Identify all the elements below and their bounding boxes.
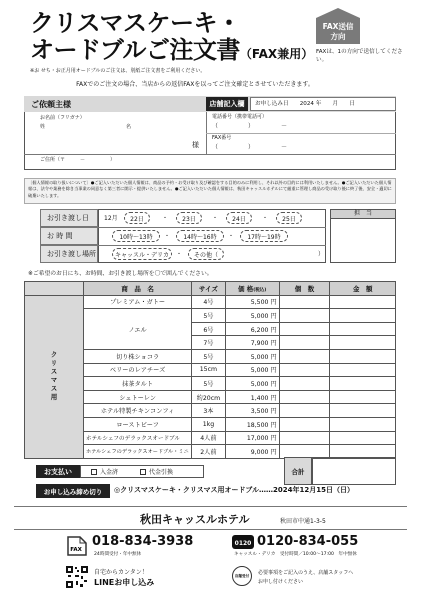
category-cell: クリスマス用 bbox=[25, 295, 84, 458]
store-note-1: 必要事項をご記入のうえ、店舗スタッフへ bbox=[258, 570, 354, 576]
qty-input[interactable] bbox=[279, 404, 330, 418]
product-price: 5,000 円 bbox=[225, 377, 279, 391]
product-price: 6,200 円 bbox=[225, 322, 279, 336]
amount-input[interactable] bbox=[330, 349, 396, 363]
mei-label: 名 bbox=[126, 124, 132, 130]
amount-input[interactable] bbox=[330, 431, 396, 445]
qr-code-icon[interactable] bbox=[66, 566, 88, 588]
tel-input[interactable]: （ ） － bbox=[212, 123, 288, 130]
date-option-25[interactable]: 25日 bbox=[276, 212, 302, 224]
fax-icon bbox=[66, 533, 88, 557]
product-name: 抹茶タルト bbox=[84, 377, 192, 391]
date-sep-1: ・ bbox=[162, 215, 169, 222]
product-size: 1kg bbox=[192, 417, 226, 431]
product-name: 切り株ショコラ bbox=[84, 349, 192, 363]
date-option-23[interactable]: 23日 bbox=[176, 212, 202, 224]
date-sep-2: ・ bbox=[212, 215, 219, 222]
free-dial-icon-text: 0120 bbox=[234, 540, 252, 547]
amount-input[interactable] bbox=[330, 322, 396, 336]
time-option-3[interactable]: 17時〜19時 bbox=[240, 230, 288, 242]
product-price: 5,500 円 bbox=[225, 295, 279, 309]
pickup-hint: ※ご希望のお日にち、お時間、お引き渡し場所を〇で囲んでください。 bbox=[28, 271, 213, 277]
amount-input[interactable] bbox=[330, 417, 396, 431]
tel-fax-divider bbox=[206, 133, 396, 134]
qty-input[interactable] bbox=[279, 390, 330, 404]
hotel-name: 秋田キャッスルホテル bbox=[140, 513, 250, 526]
header-cat-cell bbox=[25, 282, 84, 296]
pickup-divider-2 bbox=[98, 245, 326, 246]
place-other-close: ） bbox=[318, 251, 325, 258]
product-name: ベリーのレアチーズ bbox=[84, 363, 192, 377]
payment-cod-label: 代金引換 bbox=[149, 469, 174, 476]
qty-input[interactable] bbox=[279, 295, 330, 309]
amount-input[interactable] bbox=[330, 390, 396, 404]
table-row bbox=[25, 295, 396, 309]
line-order-link[interactable]: LINEお申し込み bbox=[94, 578, 155, 587]
pickup-month: 12月 bbox=[104, 215, 118, 222]
footer-mid-line bbox=[14, 529, 407, 530]
notice-osechi: ※お せち・お正月用オードブルのご注文は、別紙ご注文書をご利用ください。 bbox=[30, 68, 206, 74]
sei-label: 姓 bbox=[40, 124, 46, 130]
date-option-24[interactable]: 24日 bbox=[226, 212, 252, 224]
total-label: 合計 bbox=[284, 457, 312, 485]
payment-paid-checkbox[interactable] bbox=[91, 469, 97, 475]
product-price: 7,900 円 bbox=[225, 336, 279, 350]
store-use-label: 店舗記入欄 bbox=[206, 97, 248, 111]
fax-note: FAXは、1の方向で送信してください。 bbox=[316, 49, 403, 63]
fax-icon-text: FAX bbox=[70, 547, 82, 553]
qty-input[interactable] bbox=[279, 363, 330, 377]
product-price: 9,000 円 bbox=[225, 445, 279, 459]
qty-input[interactable] bbox=[279, 309, 330, 323]
header-size: サイズ bbox=[192, 282, 226, 296]
amount-input[interactable] bbox=[330, 363, 396, 377]
amount-input[interactable] bbox=[330, 377, 396, 391]
amount-input[interactable] bbox=[330, 404, 396, 418]
page-title-line1: クリスマスケーキ・ bbox=[30, 9, 241, 37]
product-price: 17,000 円 bbox=[225, 431, 279, 445]
amount-input[interactable] bbox=[330, 336, 396, 350]
store-date-field[interactable]: お申し込み日 2024 年 月 日 bbox=[250, 97, 396, 111]
product-name: ローストビーフ bbox=[84, 417, 192, 431]
footer-top-line bbox=[14, 506, 407, 507]
table-header-row bbox=[25, 282, 396, 296]
header-price-tax: (税込) bbox=[253, 287, 267, 293]
fax-number: 018-834-3938 bbox=[92, 534, 194, 549]
product-size: 5号 bbox=[192, 309, 226, 323]
product-name: プレミアム・ガトー bbox=[84, 295, 192, 309]
customer-section-label: ご依頼主様 bbox=[31, 99, 71, 109]
product-name: ホテルシェフのデラックスオードブル bbox=[84, 431, 192, 445]
free-dial-icon bbox=[232, 535, 254, 549]
qty-input[interactable] bbox=[279, 417, 330, 431]
name-input[interactable] bbox=[36, 122, 198, 152]
product-price: 1,400 円 bbox=[225, 390, 279, 404]
product-size: 2人前 bbox=[192, 445, 226, 459]
place-sep: ・ bbox=[176, 251, 183, 258]
header-qty: 個 数 bbox=[279, 282, 330, 296]
fax-direction-badge-icon bbox=[314, 8, 362, 46]
fax-hours: 24時間受付・年中無休 bbox=[94, 552, 142, 557]
product-price: 5,000 円 bbox=[225, 349, 279, 363]
product-size: 3本 bbox=[192, 404, 226, 418]
hotel-address: 秋田市中通1-3-5 bbox=[280, 518, 326, 525]
deadline-text: ◎クリスマスケーキ・クリスマス用オードブル……2024年12月15日（日） bbox=[114, 486, 355, 494]
payment-cod-checkbox[interactable] bbox=[140, 469, 146, 475]
place-option-other[interactable]: その他（ bbox=[188, 248, 224, 260]
product-size: 15cm bbox=[192, 363, 226, 377]
header-amount: 金 額 bbox=[330, 282, 396, 296]
fax-label: FAX番号 bbox=[212, 135, 232, 141]
page-title-sub: （FAX兼用） bbox=[239, 47, 314, 61]
address-input[interactable]: ご住所（〒 － ） bbox=[40, 157, 116, 163]
tel-label: 電話番号（携帯電話可） bbox=[212, 114, 268, 120]
total-input[interactable] bbox=[312, 457, 396, 485]
time-option-2[interactable]: 14時〜16時 bbox=[176, 230, 224, 242]
product-name: ホテル特製チキンコンフィ bbox=[84, 404, 192, 418]
product-name: ノエル bbox=[84, 309, 192, 350]
pickup-divider-1 bbox=[98, 227, 326, 228]
free-dial-number: 0120-834-055 bbox=[257, 534, 359, 549]
staff-label: 担 当 bbox=[330, 209, 396, 219]
product-size: 5号 bbox=[192, 377, 226, 391]
product-size: 5号 bbox=[192, 349, 226, 363]
qty-input[interactable] bbox=[279, 322, 330, 336]
amount-input[interactable] bbox=[330, 309, 396, 323]
time-sep-2: ・ bbox=[228, 233, 235, 240]
pickup-place-label: お引き渡し場所 bbox=[40, 245, 98, 263]
header-price-label: 価 格 bbox=[237, 284, 254, 293]
pickup-time-label: お 時 間 bbox=[40, 227, 98, 245]
product-price: 3,500 円 bbox=[225, 404, 279, 418]
time-option-1[interactable]: 10時〜13時 bbox=[112, 230, 160, 242]
fax-badge-bottom-text: 方向 bbox=[330, 32, 346, 41]
line-note: 自宅からカンタン！ bbox=[94, 569, 148, 576]
payment-label: お支払い bbox=[36, 465, 80, 478]
qty-input[interactable] bbox=[279, 377, 330, 391]
fax-input[interactable]: （ ） － bbox=[212, 144, 288, 151]
payment-paid-label: 入金済 bbox=[100, 469, 119, 476]
qty-input[interactable] bbox=[279, 349, 330, 363]
sama-label: 様 bbox=[192, 141, 199, 149]
product-price: 5,000 円 bbox=[225, 309, 279, 323]
product-size: 約20cm bbox=[192, 390, 226, 404]
product-name: シュトーレン bbox=[84, 390, 192, 404]
product-size: 4号 bbox=[192, 295, 226, 309]
privacy-notice: 〔個人情報の取り扱いについて〕●ご記入いただいた個人情報は、商品の予約・お受け取り及び確認をする目的のみに利用し、それ以外の目的には利用いたしません。●ご記入いただいた個人情報は、法令や業務を除き当事業の同意なく第三者に開示・提供いたしません。●ご記入いただいた個人情報は、秋田キャッスルホテルにて厳重に管理し商品の受け取り後に終了後、安全・適切に破棄いたします。 bbox=[24, 178, 396, 204]
store-note-2: お申し付けください bbox=[258, 579, 304, 585]
address-divider bbox=[24, 154, 396, 155]
fax-badge-top-text: FAX送信 bbox=[322, 22, 354, 31]
page-title-main: オードブルご注文書 bbox=[30, 36, 240, 64]
product-name: ホテルシェフのデラックスオードブル・ミニ bbox=[84, 445, 192, 459]
store-stamp-icon: 店舗受付 bbox=[232, 566, 252, 586]
place-option-delica[interactable]: キャッスル・デリカ bbox=[112, 248, 172, 260]
product-size: 7号 bbox=[192, 336, 226, 350]
time-sep-1: ・ bbox=[164, 233, 171, 240]
notice-fax-confirm: FAXでのご注文の場合、当店からの返信FAXを以ってご注文確定とさせていただきます。 bbox=[76, 81, 314, 88]
order-table bbox=[24, 281, 396, 459]
product-size: 6号 bbox=[192, 322, 226, 336]
product-size: 4人前 bbox=[192, 431, 226, 445]
header-price bbox=[225, 282, 279, 296]
free-dial-hours: キャッスル・デリカ 受付時間／10:00〜17:00 年中無休 bbox=[234, 552, 357, 557]
pickup-date-label: お引き渡し日 bbox=[40, 209, 98, 227]
payment-options bbox=[80, 465, 204, 478]
qty-input[interactable] bbox=[279, 336, 330, 350]
qty-input[interactable] bbox=[279, 431, 330, 445]
date-option-22[interactable]: 22日 bbox=[124, 212, 150, 224]
deadline-label: お申し込み締め切り bbox=[36, 484, 110, 498]
amount-input[interactable] bbox=[330, 295, 396, 309]
date-sep-3: ・ bbox=[262, 215, 269, 222]
staff-input[interactable] bbox=[331, 220, 395, 262]
page-title-line2 bbox=[30, 37, 313, 67]
product-price: 5,000 円 bbox=[225, 363, 279, 377]
product-price: 18,500 円 bbox=[225, 417, 279, 431]
header-product: 商 品 名 bbox=[84, 282, 192, 296]
name-label: お名前（フリガナ） bbox=[40, 115, 85, 121]
